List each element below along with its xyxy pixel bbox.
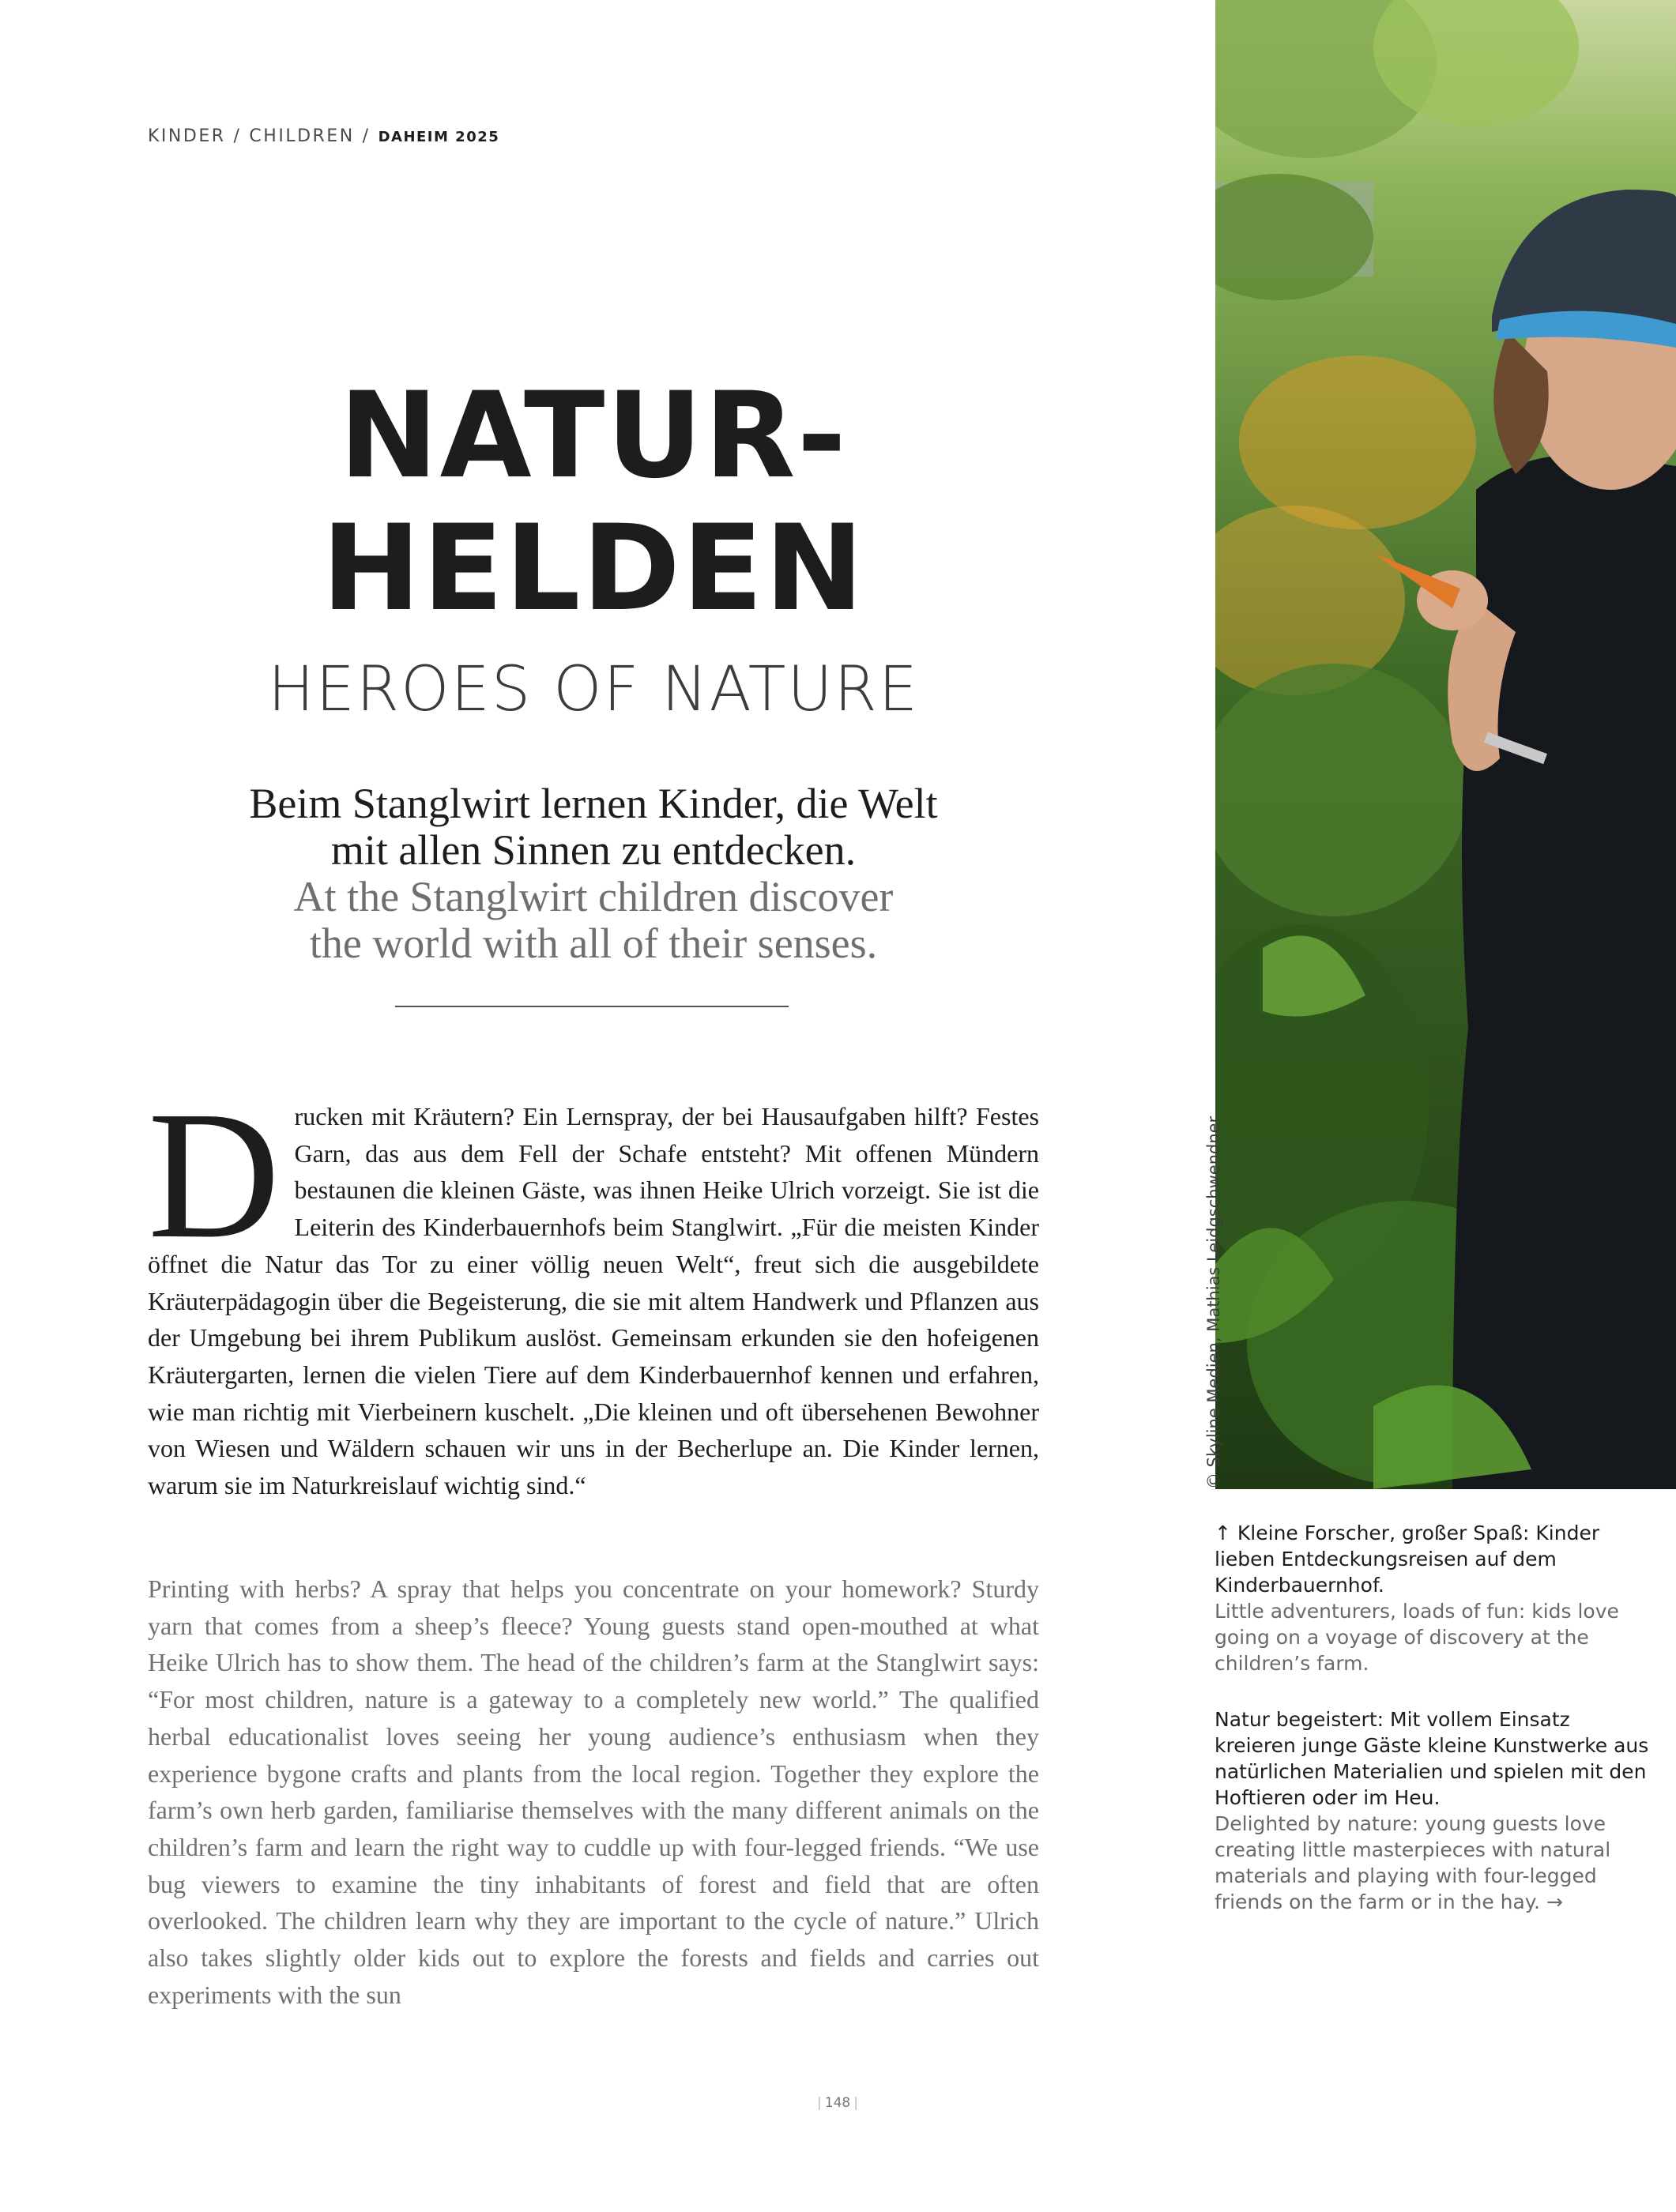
caption-1-de-text: Kleine Forscher, großer Spaß: Kinder lieben Entdeckungsreisen auf dem Kinderbauernhof. [1215, 1522, 1600, 1597]
title-line-1: NATUR- [339, 367, 848, 505]
body-text-de [148, 1074, 1039, 1504]
caption-2 [1215, 1706, 1653, 1915]
body-de-text: rucken mit Kräutern? Ein Lernspray, der bei Hausaufgaben hilft? Festes Garn, das aus dem Fell der Schafe entsteht? Mit offenen Mündern bestaunen die kleinen Gäste, was ihnen Heike Ulrich vorzeigt. Sie ist die Leiterin des Kinderbauernhofs beim Stanglwirt. „Für die meisten Kinder öffnet die Natur das Tor zu einer völlig neuen Welt“, freut sich die ausgebildete Kräuterpädagogin über die Begeisterung, die sie mit altem Handwerk und Pflanzen aus der Umgebung bei ihrem Publikum auslöst. Gemeinsam erkunden sie den hofeigenen Kräutergarten, lernen die vielen Tiere auf dem Kinderbauernhof kennen und erfahren, wie man richtig mit Vierbeinern kuschelt. „Die kleinen und oft übersehenen Bewohner von Wiesen und Wäldern schauen wir uns in der Becherlupe an. Die Kinder lernen, warum sie im Naturkreislauf wichtig sind.“ [148, 1102, 1039, 1500]
photo-illustration [1215, 0, 1676, 1489]
separator: / [362, 126, 371, 146]
body-text-en [148, 1571, 1039, 2013]
issue-label: DAHEIM 2025 [378, 129, 500, 145]
arrow-right-icon: → [1546, 1890, 1563, 1913]
body-en-text: Printing with herbs? A spray that helps you concentrate on your homework? Sturdy yarn that comes from a sheep’s fleece? Young guests stand open-mouthed at what Heike Ulrich has to show them. The head of the children’s farm at the Stanglwirt says: “For most children, nature is a gateway to a completely new world.” The qualified herbal educationalist loves seeing her young audience’s enthusiasm when they experience bygone crafts and plants from the local region. Together they explore the farm’s own herb garden, familiarise themselves with the many different animals on the children’s farm and learn the right way to cuddle up with four-legged friends. “We use bug viewers to examine the tiny inhabitants of forest and field that are often overlooked. The children learn why they are important to the cycle of nature.” Ulrich also takes slightly older kids out to explore the forests and fields and carries out experiments with the sun [148, 1574, 1039, 2009]
running-head [148, 126, 499, 146]
lead-de-line-2: mit allen Sinnen zu entdecken. [330, 826, 857, 874]
child-garden-photo [1215, 0, 1676, 1489]
lead-de-line-1: Beim Stanglwirt lernen Kinder, die Welt [249, 780, 938, 827]
lead-en-line-1: At the Stanglwirt children discover [293, 873, 894, 920]
caption-1-de [1215, 1520, 1653, 1598]
divider-rule [395, 1006, 789, 1007]
page-number: | 148 | [817, 2095, 858, 2111]
lead-paragraph [148, 781, 1039, 967]
page-number-value: 148 [824, 2095, 851, 2111]
caption-2-en-text: Delighted by nature: young guests love creating little masterpieces with natural materials and playing with four-legged friends on the farm or in the hay. [1215, 1812, 1611, 1913]
article-subtitle: HEROES OF NATURE [267, 654, 920, 725]
caption-1 [1215, 1520, 1653, 1676]
caption-1-en: Little adventurers, loads of fun: kids love going on a voyage of discovery at the children’s farm. [1215, 1600, 1619, 1675]
separator: / [233, 126, 242, 146]
section-en: CHILDREN [249, 126, 355, 146]
arrow-up-icon: ↑ [1215, 1522, 1231, 1544]
caption-2-de: Natur begeistert: Mit vollem Einsatz kreieren junge Gäste kleine Kunstwerke aus natürlichen Materialien und spielen mit den Hoftieren oder im Heu. [1215, 1708, 1649, 1809]
photo-credit: © Skyline Medien, Mathias Leidgschwendner [1204, 1115, 1223, 1489]
lead-en-line-2: the world with all of their senses. [309, 920, 878, 967]
caption-2-en [1215, 1811, 1653, 1915]
title-line-2: HELDEN [321, 500, 866, 638]
section-de: KINDER [148, 126, 226, 146]
article-title [148, 367, 1039, 638]
drop-cap: D [148, 1074, 281, 1277]
